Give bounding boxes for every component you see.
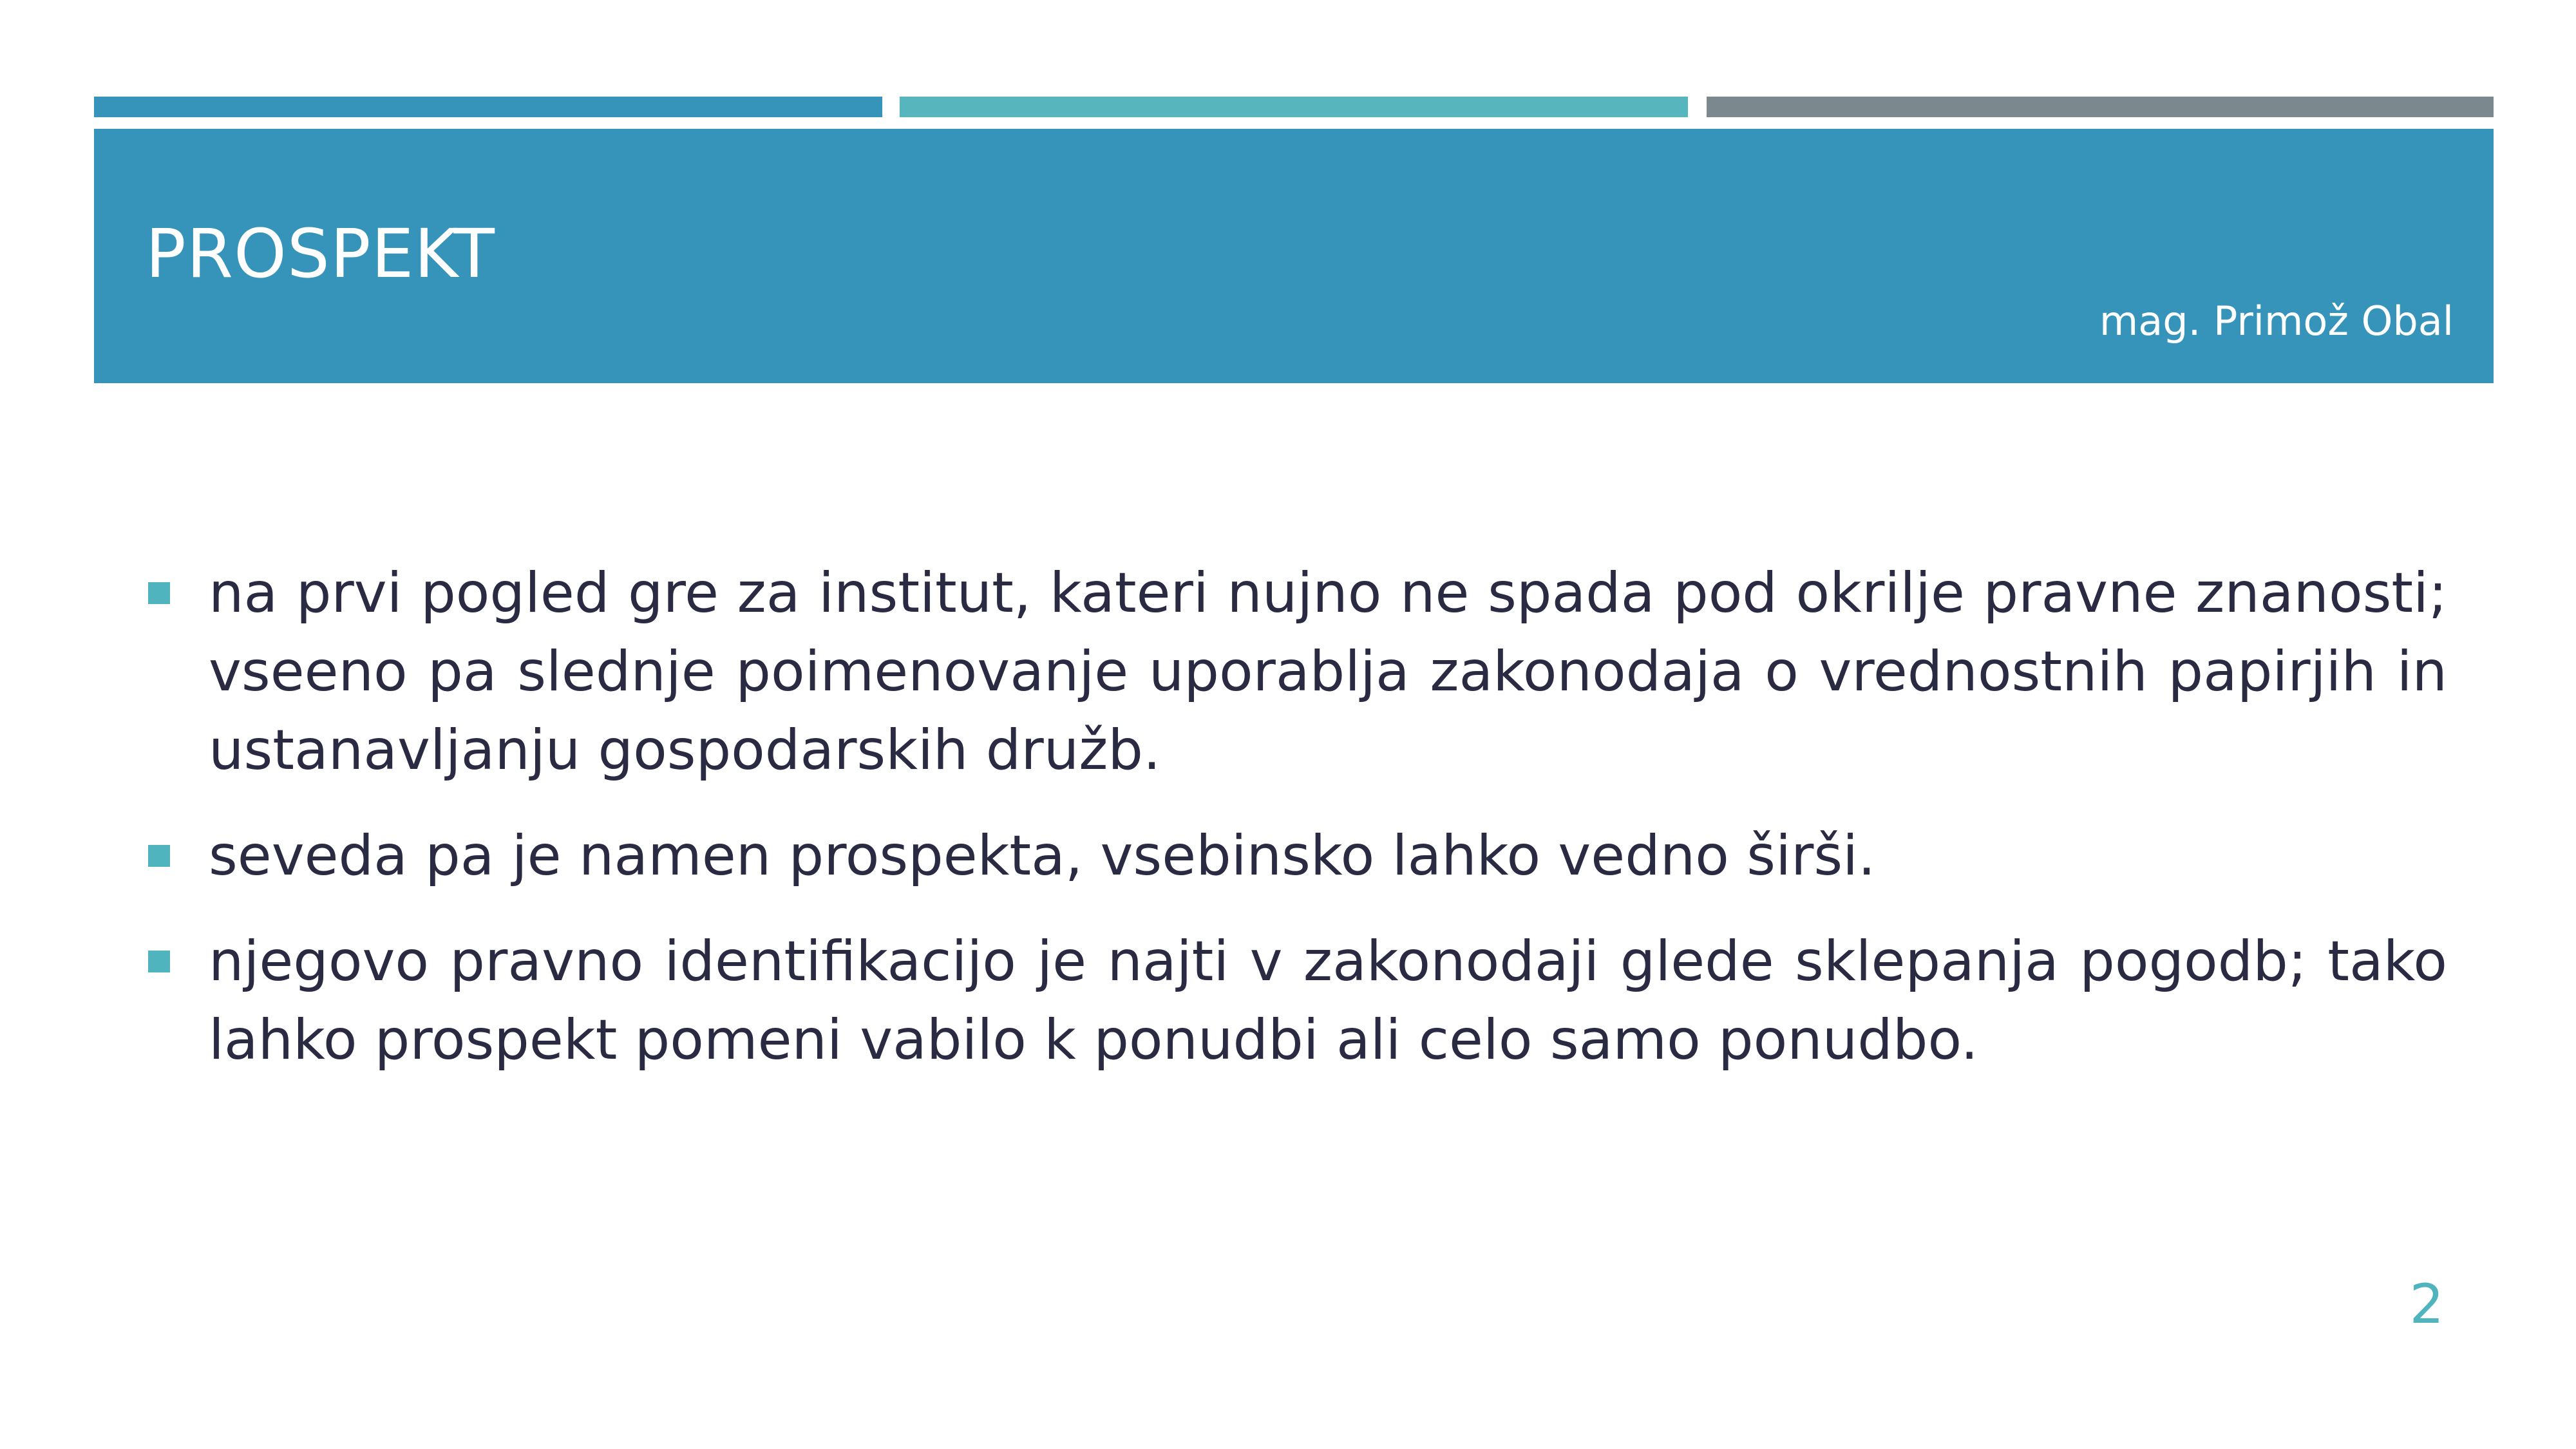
bullet-item [148, 817, 2447, 895]
bullet-text: njegovo pravno identifikacijo je najti v zakonodaji glede sklepanja pogodb; tako lahko prospekt pomeni vabilo k ponudbi ali celo samo ponudbo. [209, 929, 2447, 1072]
accent-bar-teal [900, 97, 1688, 117]
bullet-item [148, 554, 2447, 790]
bullet-text: na prvi pogled gre za institut, kateri nujno ne spada pod okrilje pravne znanosti; vseeno pa slednje poimenovanje uporablja zakonodaja o vrednostnih papirjih in ustanavljanju gospodarskih družb. [209, 561, 2447, 782]
bullet-list [148, 554, 2447, 1106]
square-bullet-icon [148, 845, 170, 867]
square-bullet-icon [148, 582, 170, 604]
slide-title: PROSPEKT [146, 214, 495, 293]
title-banner [94, 129, 2494, 383]
square-bullet-icon [148, 951, 170, 972]
accent-bar-blue [94, 97, 882, 117]
bullet-item [148, 922, 2447, 1079]
bullet-text: seveda pa je namen prospekta, vsebinsko lahko vedno širši. [209, 824, 1876, 888]
page-number: 2 [2409, 1273, 2444, 1336]
slide-author: mag. Primož Obal [2099, 298, 2454, 345]
accent-bar-gray [1707, 97, 2494, 117]
